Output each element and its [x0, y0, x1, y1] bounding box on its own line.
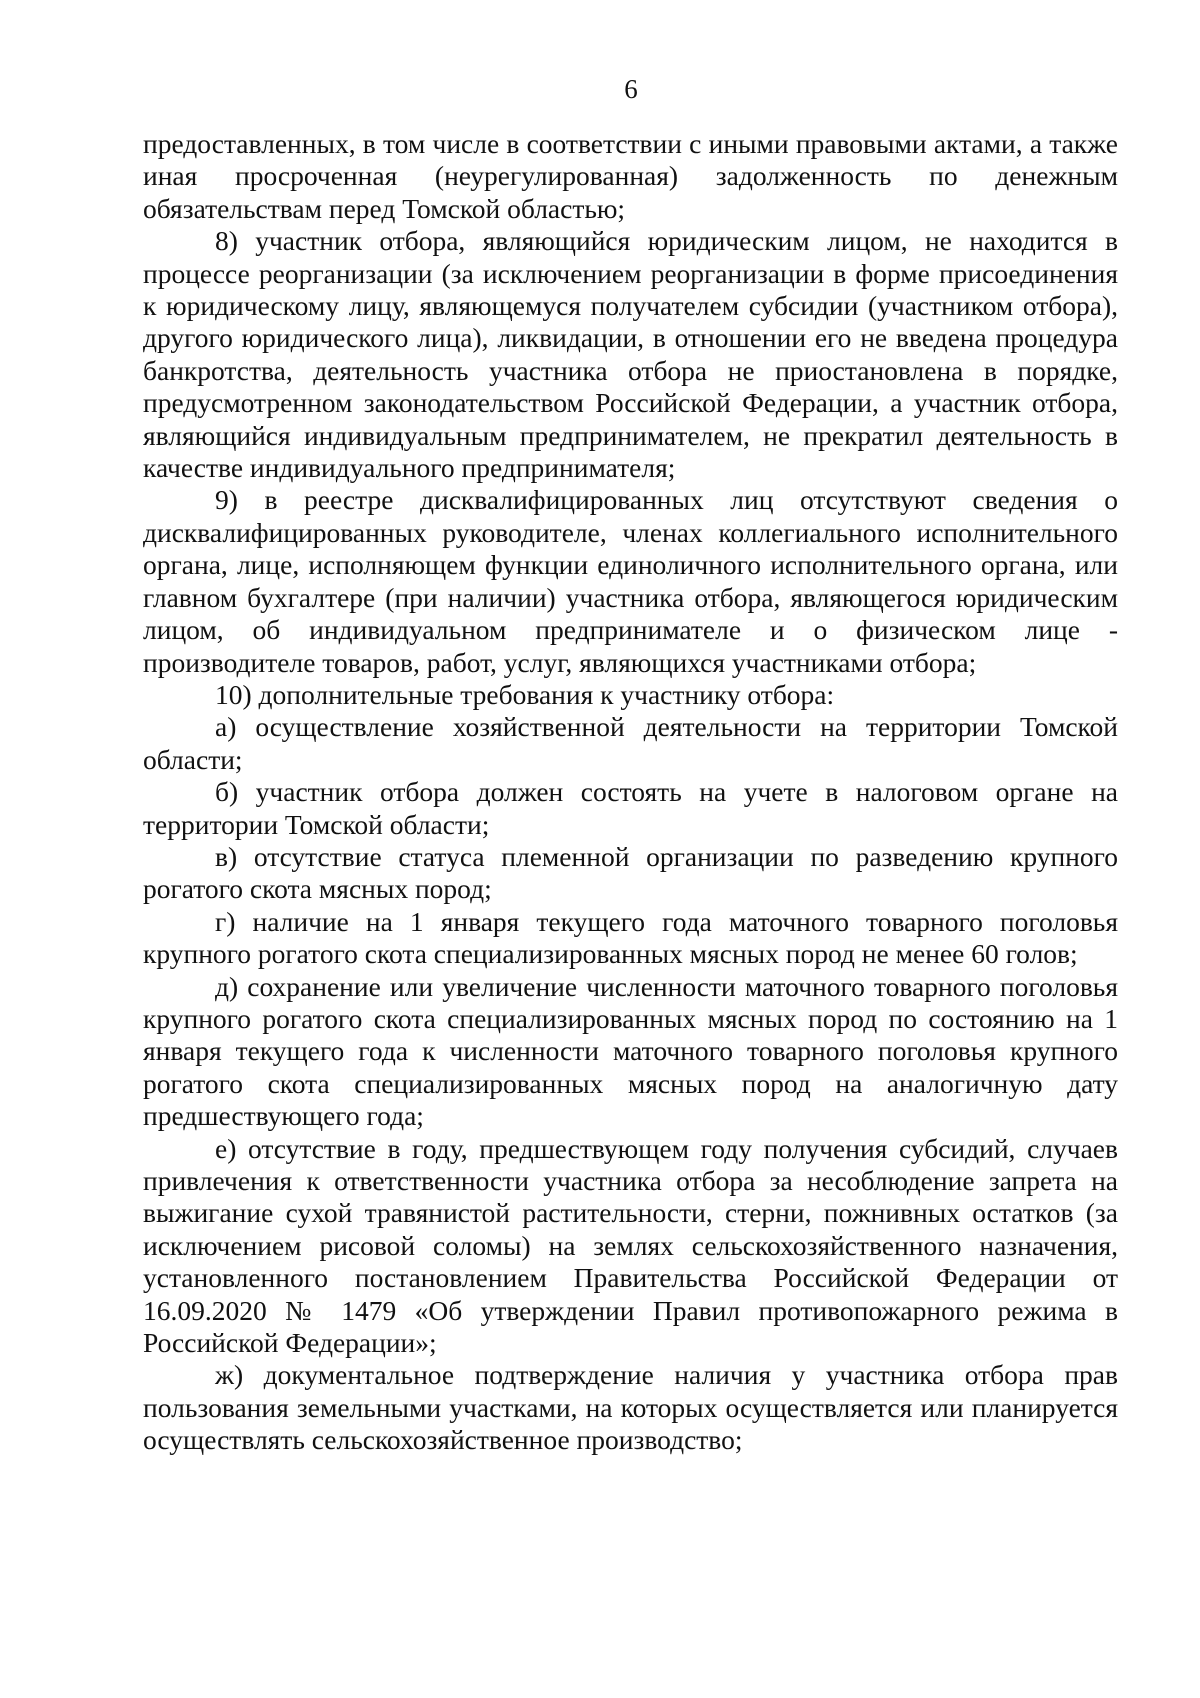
paragraph-continuation: предоставленных, в том числе в соответствии с иными правовыми актами, а также иная просроченная (неурегулированная) задолженность по денежным обязательствам перед Томской областью;	[143, 128, 1118, 224]
paragraph-subitem-d: д) сохранение или увеличение численности маточного товарного поголовья крупного рогатого скота специализированных мясных пород по состоянию на 1 января текущего года к численности маточного товарного поголовья крупного рогатого скота специализированных мясных пород на аналогичную дату предшествующего года;	[143, 970, 1118, 1132]
paragraph-item-9: 9) в реестре дисквалифицированных лиц отсутствуют сведения о дисквалифицированных руководителе, членах коллегиального исполнительного органа, лице, исполняющем функции единоличного исполнительного органа, или главном бухгалтере (при наличии) участника отбора, являющегося юридическим лицом, об индивидуальном предпринимателе и о физическом лице - производителе товаров, работ, услуг, являющихся участниками отбора;	[143, 484, 1118, 678]
paragraph-subitem-b: б) участник отбора должен состоять на учете в налоговом органе на территории Томской области;	[143, 776, 1118, 840]
paragraph-item-10: 10) дополнительные требования к участнику отбора:	[215, 678, 835, 710]
page-number: 6	[624, 74, 638, 104]
paragraph-subitem-v: в) отсутствие статуса племенной организации по разведению крупного рогатого скота мясных пород;	[143, 840, 1118, 905]
paragraph-subitem-g: г) наличие на 1 января текущего года маточного товарного поголовья крупного рогатого скота специализированных мясных пород не менее 60 голов;	[143, 905, 1118, 970]
paragraph-item-8: 8) участник отбора, являющийся юридическим лицом, не находится в процессе реорганизации (за исключением реорганизации в форме присоединения к юридическому лицу, являющемуся получателем субсидии (участником отбора), другого юридического лица), ликвидации, в отношении его не введена процедура банкротства, деятельность участника отбора не приостановлена в порядке, предусмотренном законодательством Российской Федерации, а участник отбора, являющийся индивидуальным предпринимателем, не прекратил деятельность в качестве индивидуального предпринимателя;	[143, 225, 1118, 484]
paragraph-subitem-e: е) отсутствие в году, предшествующем году получения субсидий, случаев привлечения к ответственности участника отбора за несоблюдение запрета на выжигание сухой травянистой растительности, стерни, пожнивных остатков (за исключением рисовой соломы) на землях сельскохозяйственного назначения, установленного постановлением Правительства Российской Федерации от 16.09.2020 № 1479 «Об утверждении Правил противопожарного режима в Российской Федерации»;	[143, 1132, 1118, 1359]
paragraph-subitem-zh: ж) документальное подтверждение наличия у участника отбора прав пользования земельными участками, на которых осуществляется или планируется осуществлять сельскохозяйственное производство;	[143, 1359, 1118, 1456]
document-body	[143, 128, 1118, 1457]
paragraph-subitem-a: а) осуществление хозяйственной деятельности на территории Томской области;	[143, 711, 1118, 775]
